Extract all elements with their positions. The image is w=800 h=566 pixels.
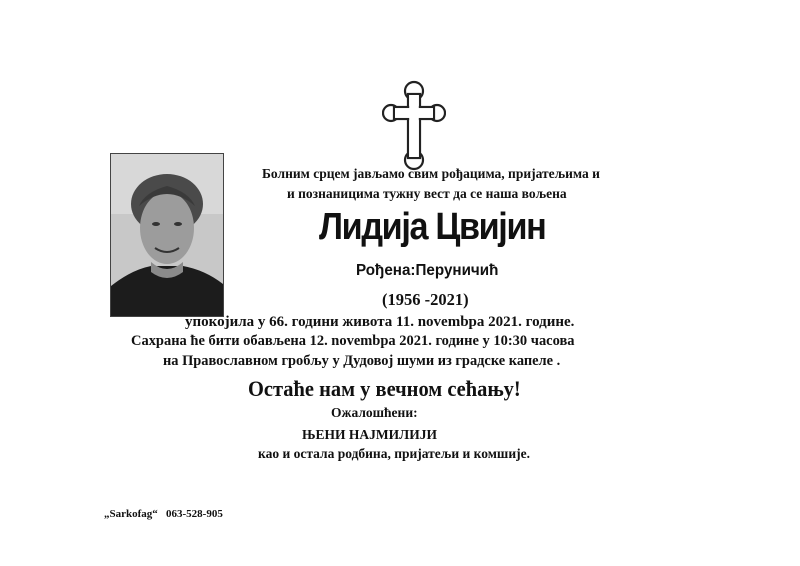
- burial-line-2: на Православном гробљу у Дудовој шуми из градске капеле .: [163, 353, 561, 369]
- deceased-photo: [110, 153, 224, 317]
- burial-line-1: Сахрана ће бити обављена 12. novembра 2021. године у 10:30 часова: [131, 333, 575, 349]
- announcement-line-2: и познаницима тужну вест да се наша вољена: [287, 186, 567, 201]
- announcement-line-1: Болним срцем јављамо свим рођацима, пријатељима и: [262, 166, 600, 181]
- orthodox-cross-icon: [382, 80, 446, 172]
- mourners-rest: као и остала родбина, пријатељи и комшије.: [258, 446, 530, 461]
- death-line: упокојила у 66. години живота 11. novembра 2021. године.: [185, 314, 575, 330]
- mourners-label: Ожалошћени:: [331, 405, 418, 420]
- life-years: (1956 -2021): [382, 290, 469, 309]
- footer-company: „Sarkofag“: [104, 508, 158, 520]
- deceased-name: Лидија Цвијин: [319, 206, 546, 248]
- remembrance-text: Остаће нам у вечном сећању!: [248, 376, 521, 401]
- maiden-name: Рођена:Перуничић: [356, 262, 499, 279]
- mourners-main: ЊЕНИ НАЈМИЛИЈИ: [302, 427, 437, 442]
- footer-phone: 063-528-905: [166, 508, 223, 520]
